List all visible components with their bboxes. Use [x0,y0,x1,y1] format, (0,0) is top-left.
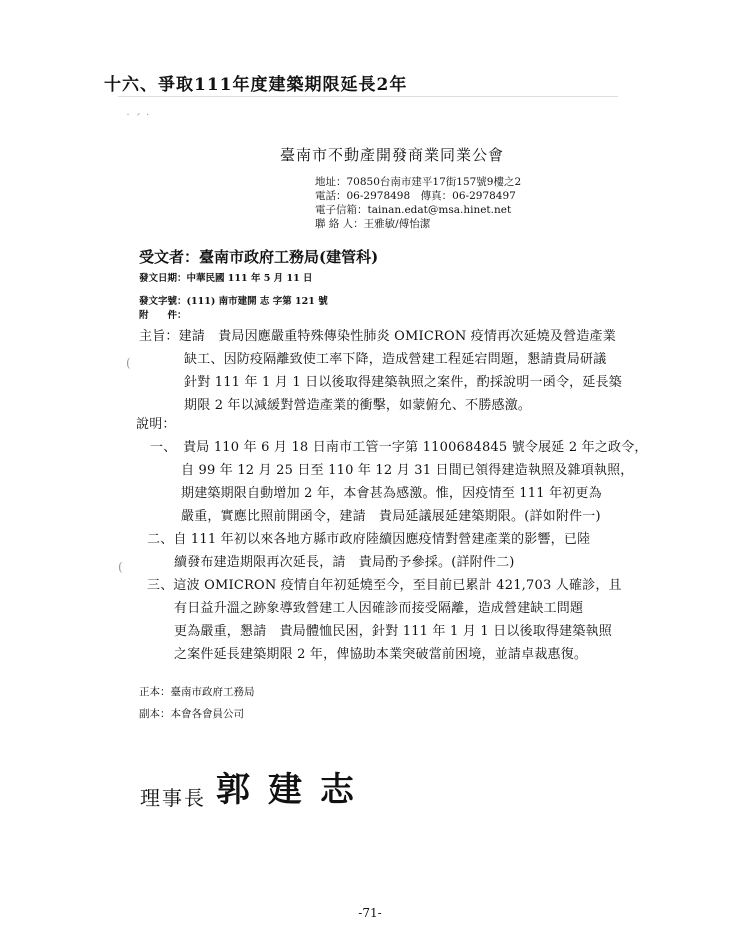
subject-line: 針對 111 年 1 月 1 日以後取得建築執照之案件，酌採說明一函令，延長築 [184,375,622,390]
item-line: 三、這波 OMICRON 疫情自年初延燒至今，至目前已累計 421,703 人確診，且 [147,578,622,593]
signature-title: 理事長 [140,786,206,810]
item-line: 二、自 111 年初以來各地方縣市政府陸續因應疫情對營建產業的影響，已陸 [147,532,591,547]
contact-address: 地址：70850台南市建平17街157號9樓之2 [315,176,522,188]
subject-line: 缺工、因防疫隔離致使工率下降，造成營建工程延宕問題，懇請貴局研議 [184,352,607,367]
scan-mark: ˙ ˊ ˙ [125,112,151,126]
cc-main: 正本：臺南市政府工務局 [139,686,255,698]
section-heading: 十六、爭取111年度建築期限延長2年 [104,75,408,95]
item-line: 嚴重，實應比照前開函令，建請 貴局延議展延建築期限。(詳如附件一) [181,509,601,524]
item-line: 期建築期限自動增加 2 年，本會甚為感激。惟，因疫情至 111 年初更為 [181,486,602,501]
item-line: 有日益升溫之跡象導致營建工人因確診而接受隔離，造成營建缺工問題 [174,601,584,616]
item-line: 一、 貴局 110 年 6 月 18 日南市工管一字第 1100684845 號令展延 2 年之政令， [150,440,648,455]
attachment-label: 附 件： [139,310,187,321]
page-number: -71- [358,906,382,920]
cc-copy: 副本：本會各會員公司 [139,708,244,720]
signature-block [140,762,372,811]
signature-name: 郭建志 [216,770,372,810]
item-line: 之案件延長建築期限 2 年，俾協助本業突破當前困境，並請卓裁惠復。 [174,647,588,662]
scan-mark: ( [126,356,131,370]
reference-number: 發文字號：(111) 南市建開 志 字第 121 號 [139,296,328,307]
contact-email: 電子信箱：tainan.edat@msa.hinet.net [315,204,512,216]
subject-line: 主旨：建請 貴局因應嚴重特殊傳染性肺炎 OMICRON 疫情再次延燒及營造產業 [139,329,616,344]
contact-person: 聯 絡 人：王雅敏/傅怡潔 [315,218,431,230]
contact-phone: 電話：06-2978498 傳真：06-2978497 [315,190,516,202]
scan-mark: ( [118,560,123,574]
item-line: 自 99 年 12 月 25 日至 110 年 12 月 31 日間已領得建造執照及雜項執照， [181,463,634,478]
organization-name: 臺南市不動產開發商業同業公會 [280,146,505,164]
item-line: 續發布建造期限再次延長，請 貴局酌予參採。(詳附件二) [174,555,515,570]
explanation-label: 說明： [136,417,176,432]
item-line: 更為嚴重，懇請 貴局體恤民困，針對 111 年 1 月 1 日以後取得建築執照 [174,624,612,639]
issue-date: 發文日期：中華民國 111 年 5 月 11 日 [139,273,313,284]
subject-line: 期限 2 年以減緩對營造產業的衝擊，如蒙俯允、不勝感激。 [184,398,532,413]
recipient: 受文者：臺南市政府工務局(建管科) [139,248,379,266]
